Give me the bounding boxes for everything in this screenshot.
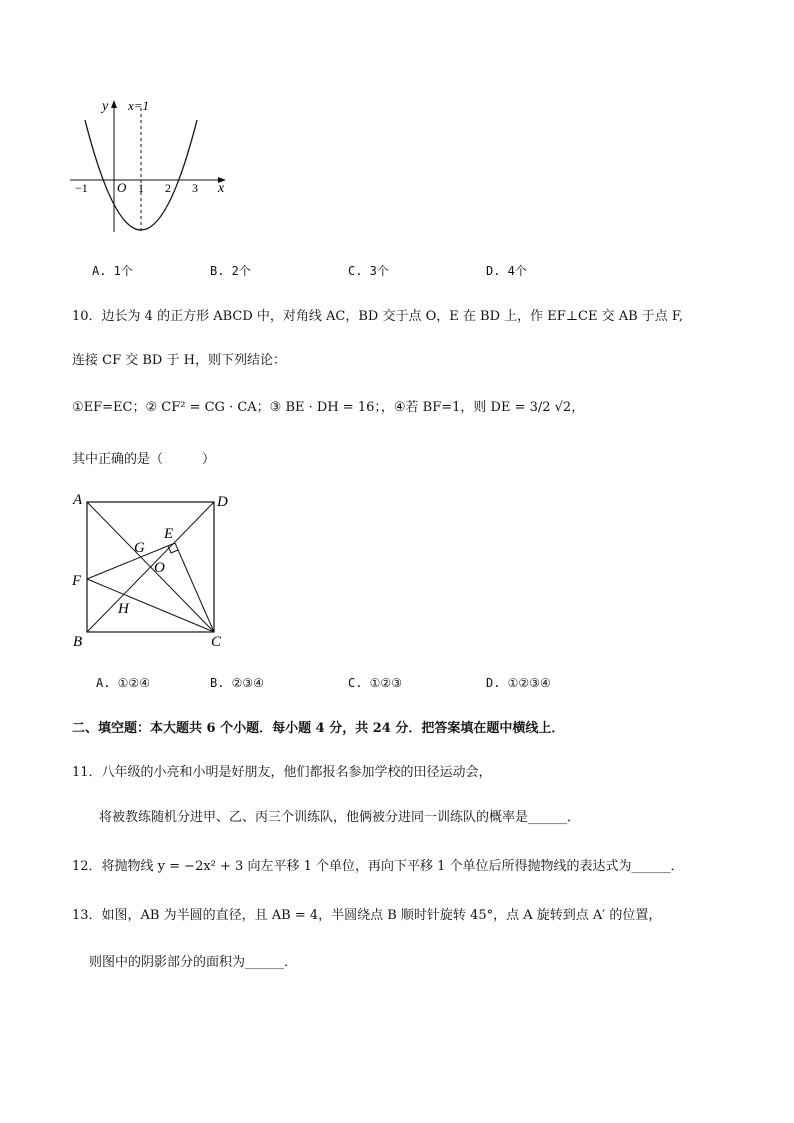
tick-label-neg1: −1	[75, 181, 88, 195]
label-b: B	[73, 634, 83, 650]
section-heading: 二、填空题：本大题共 6 个小题．每小题 4 分，共 24 分．把答案填在题中横线上．	[72, 721, 565, 736]
q9-option-a: A. 1个	[92, 264, 133, 278]
q9-option-c: C. 3个	[348, 264, 389, 278]
q9-option-d: D. 4个	[486, 264, 527, 278]
label-d: D	[217, 494, 228, 510]
label-g: G	[134, 540, 145, 556]
segment-fc	[87, 579, 214, 632]
label-f: F	[72, 573, 82, 589]
vline-label: x=1	[128, 98, 150, 113]
q10-option-d: D. ①②③④	[486, 676, 551, 690]
q10-line4: 其中正确的是（ ）	[72, 452, 216, 467]
q9-option-b: B. 2个	[210, 264, 251, 278]
q10-line2: 连接 CF 交 BD 于 H，则下列结论：	[72, 353, 286, 368]
parabola-graph	[66, 92, 246, 242]
label-c: C	[211, 634, 222, 650]
y-axis-label: y	[102, 99, 109, 114]
label-e: E	[164, 526, 174, 542]
label-a: A	[73, 492, 83, 508]
tick-label-2: 2	[165, 181, 171, 195]
origin-label: O	[117, 180, 127, 195]
q13-line1: 13．如图，AB 为半圆的直径，且 AB = 4，半圆绕点 B 顺时针旋转 45°，点 A 旋转到点 A′ 的位置，	[72, 908, 662, 923]
q10-option-a: A. ①②④	[96, 676, 150, 690]
q10-option-c: C. ①②③	[348, 676, 402, 690]
q10-option-b: B. ②③④	[210, 676, 264, 690]
q11-line2: 将被教练随机分进甲、乙、丙三个训练队，他俩被分进同一训练队的概率是______．	[99, 810, 581, 825]
q10-line3: ①EF=EC；② CF² = CG · CA；③ BE · DH = 16；，④若 BF=1，则 DE = 3/2 √2，	[72, 400, 585, 415]
q11-line1: 11．八年级的小亮和小明是好朋友，他们都报名参加学校的田径运动会，	[72, 765, 492, 780]
square-figure	[66, 488, 246, 658]
tick-label-3: 3	[192, 181, 198, 195]
y-axis-arrow	[111, 100, 117, 108]
tick-label-1: 1	[138, 181, 144, 195]
label-o: O	[154, 560, 165, 576]
q10-line1: 10．边长为 4 的正方形 ABCD 中，对角线 AC，BD 交于点 O，E 在 BD 上，作 EF⊥CE 交 AB 于点 F,	[72, 309, 684, 324]
q13-line2: 则图中的阴影部分的面积为______．	[89, 955, 298, 970]
x-axis-label: x	[218, 181, 225, 196]
label-h: H	[118, 601, 129, 617]
q12-text: 12．将抛物线 y = −2x² + 3 向左平移 1 个单位，再向下平移 1 个单位后所得抛物线的表达式为______．	[72, 859, 684, 874]
